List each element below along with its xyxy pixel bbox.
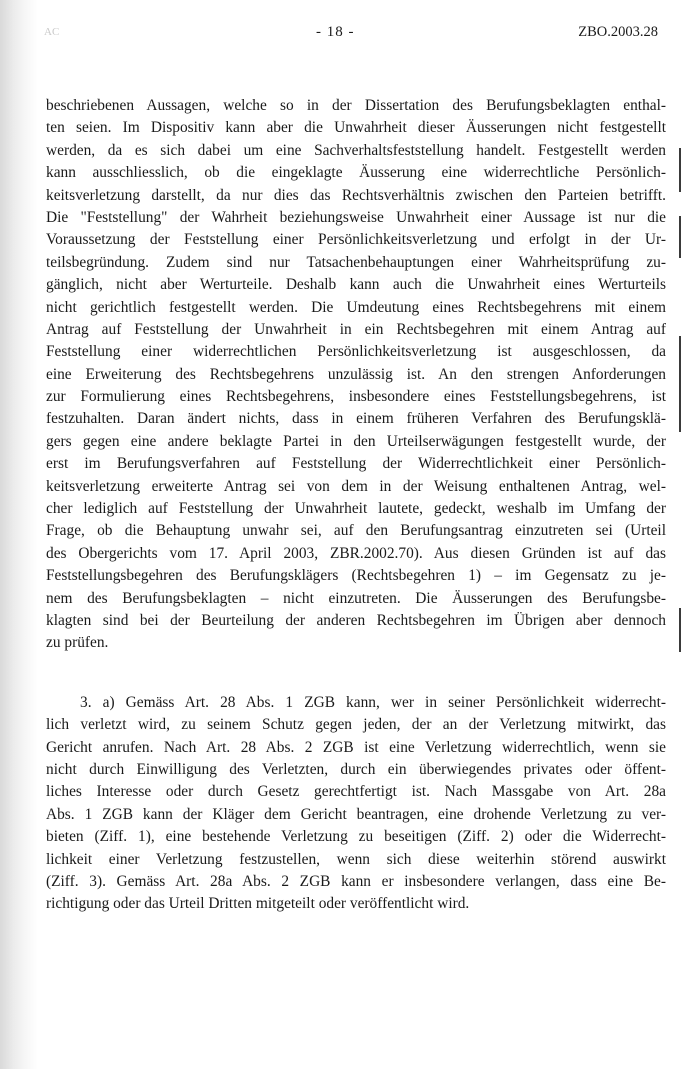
text-line: eine Erweiterung des Rechtsbegehrens unzulässig ist. An den strengen Anforderungen xyxy=(46,365,666,383)
text-line: Die "Feststellung" der Wahrheit beziehungsweise Unwahrheit einer Aussage ist nur die xyxy=(46,208,666,226)
text-line: Feststellungsbegehren des Berufungsklägers (Rechtsbegehren 1) – im Gegensatz zu je- xyxy=(46,567,666,585)
text-line: 3. a) Gemäss Art. 28 Abs. 1 ZGB kann, wer in seiner Persönlichkeit widerrecht- xyxy=(80,693,666,711)
text-line: gers gegen eine andere beklagte Partei in den Urteilserwägungen festgestellt wurde, der xyxy=(46,432,666,450)
text-line: nicht gerichtlich festgestellt werden. Die Umdeutung eines Rechtsbegehrens mit einem xyxy=(46,298,666,316)
margin-mark xyxy=(679,216,681,258)
margin-mark xyxy=(679,336,681,432)
text-line: (Ziff. 3). Gemäss Art. 28a Abs. 2 ZGB kann er insbesondere verlangen, dass eine Be- xyxy=(46,872,666,890)
text-line: teilsbegründung. Zudem sind nur Tatsachenbehauptungen einer Wahrheitsprüfung zu- xyxy=(46,253,666,271)
text-line: des Obergerichts vom 17. April 2003, ZBR.2002.70). Aus diesen Gründen ist auf das xyxy=(46,544,666,562)
paragraph xyxy=(46,95,666,655)
page-header xyxy=(0,24,700,46)
text-line: liches Interesse oder durch Gesetz gerechtfertigt ist. Nach Massgabe von Art. 28a xyxy=(46,783,666,801)
document-reference: ZBO.2003.28 xyxy=(578,24,658,40)
text-line: werden, da es sich dabei um eine Sachverhaltsfeststellung handelt. Festgestellt werden xyxy=(46,141,666,159)
text-line: gänglich, nicht aber Werturteile. Deshalb kann auch die Unwahrheit eines Werturteils xyxy=(46,276,666,294)
paragraph-gap xyxy=(46,655,666,692)
scan-shadow xyxy=(0,0,38,1069)
text-line: bieten (Ziff. 1), eine bestehende Verletzung zu beseitigen (Ziff. 2) oder die Widerrecht- xyxy=(46,828,666,846)
text-line: klagten sind bei der Beurteilung der anderen Rechtsbegehren im Übrigen aber dennoch xyxy=(46,611,666,629)
text-line: erst im Berufungsverfahren auf Feststellung der Widerrechtlichkeit einer Persönlich- xyxy=(46,455,666,473)
text-line: keitsverletzung darstellt, da nur dies das Rechtsverhältnis zwischen den Parteien betrifft. xyxy=(46,186,666,204)
text-line: Voraussetzung der Feststellung einer Persönlichkeitsverletzung und erfolgt in der Ur- xyxy=(46,231,666,249)
text-line: Gericht anrufen. Nach Art. 28 Abs. 2 ZGB ist eine Verletzung widerrechtlich, wenn sie xyxy=(46,738,666,756)
text-line: Antrag auf Feststellung der Unwahrheit in ein Rechtsbegehren mit einem Antrag auf xyxy=(46,320,666,338)
text-line: Abs. 1 ZGB kann der Kläger dem Gericht beantragen, eine drohende Verletzung zu ver- xyxy=(46,805,666,823)
text-line: keitsverletzung erweiterte Antrag sei von dem in der Weisung enthaltenen Antrag, wel- xyxy=(46,477,666,495)
text-line: beschriebenen Aussagen, welche so in der Dissertation des Berufungsbeklagten enthal- xyxy=(46,97,666,114)
margin-mark xyxy=(679,608,681,652)
corner-mark: AC xyxy=(44,26,60,38)
paragraph xyxy=(46,692,666,916)
text-line: lichkeit einer Verletzung festzustellen, wenn sich diese weiterhin störend auswirkt xyxy=(46,850,666,868)
page-number: - 18 - xyxy=(316,24,355,40)
text-line: Feststellung einer widerrechtlichen Persönlichkeitsverletzung ist ausgeschlossen, da xyxy=(46,343,666,361)
text-line: cher lediglich auf Feststellung der Unwahrheit lautete, gedeckt, weshalb im Umfang der xyxy=(46,500,666,518)
text-line: festzuhalten. Daran ändert nichts, dass in einem früheren Verfahren des Berufungsklä- xyxy=(46,410,666,428)
text-line: kann ausschliesslich, ob die eingeklagte Äusserung eine widerrechtliche Persönlich- xyxy=(46,164,666,182)
text-line: richtigung oder das Urteil Dritten mitgeteilt oder veröffentlicht wird. xyxy=(46,895,470,913)
margin-mark xyxy=(679,148,681,192)
body-text xyxy=(46,95,666,916)
text-line: zur Formulierung eines Rechtsbegehrens, insbesondere eines Feststellungsbegehrens, ist xyxy=(46,388,666,406)
text-line: nicht durch Einwilligung des Verletzten, durch ein überwiegendes privates oder öffent- xyxy=(46,760,666,778)
text-line: lich verletzt wird, zu seinem Schutz gegen jeden, der an der Verletzung mitwirkt, das xyxy=(46,716,666,734)
text-line: zu prüfen. xyxy=(46,634,109,652)
text-line: Frage, ob die Behauptung unwahr sei, auf den Berufungsantrag einzutreten sei (Urteil xyxy=(46,522,666,540)
text-line: nem des Berufungsbeklagten – nicht einzutreten. Die Äusserungen des Berufungsbe- xyxy=(46,589,666,607)
text-line: ten seien. Im Dispositiv kann aber die Unwahrheit dieser Äusserungen nicht festgestellt xyxy=(46,119,666,137)
